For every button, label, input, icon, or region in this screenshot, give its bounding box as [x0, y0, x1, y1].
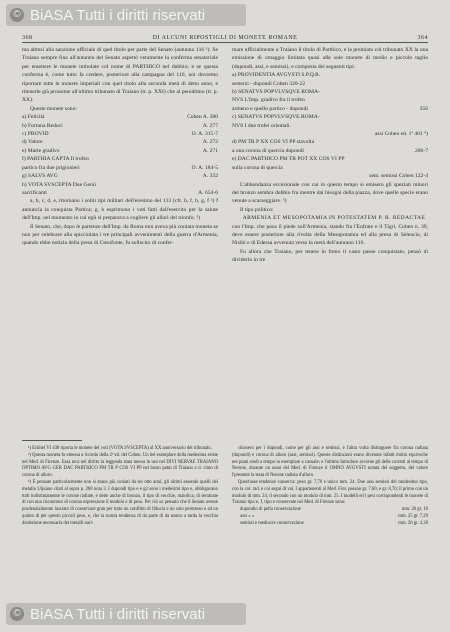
paragraph: con l'Imp. che posa il piede sull'Armenia, stando fra l'Eufrate e il Tigri, Cohen n. 39, deve essere posteriore alla rivolta della Mesopotamia ed alla presa di Seleucia, di Nisibi e di Edessa avvenuta verso la metà dell'autunno 116.	[232, 223, 428, 247]
legend-heading: ARMENIA ET MESOPOTAMIA IN POTESTATEM P. R. REDACTAE	[242, 215, 426, 222]
paragraph: a, b, c, d, e, ritornano i soliti tipi militari dell'eresimo del 113 (cfr. b, f, h, g, f ²) f annuncia la conquista Partica; g, h esprimono i voti fatti dall'esercito per la salute dell'Imp. nel momento in cui egli si preparava a cogliere gli allori del trionfo. ³)	[22, 198, 218, 222]
paragraph: mare ufficialmente a Traiano il titolo di Parthico, e la premiato col tribunato XX la una emissione di omaggio limitata quasi alle sole monete di medio e piccolo taglio (dupondi, assi, e semissi), e composta dei seguenti tipi:	[232, 47, 428, 70]
measurement-row: dupondio di pella conservazione mm. 26 gr. 10	[240, 507, 428, 513]
list-item: a) Felicità Cohen A. 380	[22, 114, 218, 121]
list-item: sesterzi - dupondi Cohen 320-22	[232, 80, 306, 87]
watermark-text: BiASA Tutti i diritti riservati	[30, 605, 206, 623]
list-item: a) PROVIDENTIA AVGVSTI S.P.Q.R.	[232, 72, 321, 79]
footnote: ²) Questa moneta fu emessa a ricordo della 2ª ed. del Cohen. Un bel esemplare della medesima esiste nel Med. di Firenze. Essa reca nel diritto la leggenda stata messa in uso nel DIVI NERVAE TRAIANO OPTIMO AVG GER DAC PARTHICO PM TR P COS VI PP nel busto patul di Traiano a d. cinto di corona di alloro.	[22, 452, 218, 479]
measurement-row: assi « « mm. 25 gr. 7,29	[240, 513, 428, 519]
measurement-row: semissi e mediocre conservazione mm. 20 gr. 4,30	[240, 520, 428, 526]
paragraph: Fu allora che Traiano, per tenere in freno il vasto paese conquistato, pensò di dividerlo in tre	[232, 248, 428, 264]
list-item: NVS I due trofei orientali.	[232, 122, 291, 129]
watermark-bottom	[6, 603, 246, 625]
list-item: d) Valore A. 272	[22, 139, 218, 146]
running-header	[22, 29, 428, 43]
list-item: sacrificanti A. 654-6	[22, 189, 218, 196]
list-item: g) SALVS AVG A. 332	[22, 173, 218, 180]
list-item: armeno e quello partico - dupondi 356	[232, 105, 428, 112]
right-column	[232, 46, 428, 265]
paragraph: Il tipo politico:	[240, 206, 274, 213]
list-item: c) PROVID O. A. 315-7	[22, 131, 218, 138]
list-item: f) PARTHIA CAPTA Il trofeo	[22, 156, 89, 163]
list-item: assi Cohen ed. 1ª 401 ⁴)	[374, 131, 428, 138]
page-number-right: 364	[417, 35, 428, 41]
footnote: ¹) Eckhel VI 438 riporta le monete del voti (VOTA SVSCEPTA) al XX anniversario del tribunato.	[28, 446, 212, 451]
biasa-logo-icon: ©	[10, 607, 24, 621]
footnotes-right	[232, 446, 428, 528]
coin-list	[232, 71, 428, 180]
running-title: DI ALCUNI RIPOSTIGLI DI MONETE ROMANE	[152, 35, 298, 41]
list-item: h) VOTA SVSCEPTA Due Genii	[22, 181, 96, 188]
paragraph: ma altresì alla sanzione ufficiale di quel titolo per parte del Senato (autunno 116 ¹). Se Traiano sempre fino all'autunno del Senato aspettò veramente la conferma senatoriale per emettere le monete intitolate col nome di PARTHICO nel dubbio; e se questa conferma è, come tutto fa credere, posteriore alla campagna del 116, noi dovremo riportare tutte le monete imperiali con quel titolo alla seconda metà di detto anno, e ritenerle già prossime all'ultimo tribunato di Traiano (tr. p. XXI) che al penultimo (tr. p. XX).	[22, 47, 218, 104]
paragraph: Queste monete sono:	[30, 105, 77, 112]
footnote: chiosero per i dupondi, come per gli assi e semissi, e l'altra volta distinguere fra corona radiata (dupondi) e corona di alloro (assi, semissi). Queste distinzioni erano divenute infatti molto equivoche nei piani studi a tempo in esemplare a casuale; e l'ultimo Introduce avviene gli delle corretti al tempo di Nerone, durante un assai del Med. di Firenze il OMNO AVGVSTI notata del soggetto, del valore l'presente la testa di Nerone radiata d'alloro.	[232, 446, 428, 479]
coin-list	[22, 113, 218, 197]
list-item: partico fra due prigionieri O. A. 184-5	[22, 164, 218, 171]
list-item: sem. semissi Cohen 122-4	[369, 173, 428, 180]
list-item: a una corona di quercia dupondi 286-7	[232, 147, 428, 154]
list-item: b) SENATVS POPVLVSQVE ROMA-	[232, 89, 320, 96]
footnote: Quest'asse tendenze conserva: peso gr. 7,70 e unico mm. 24. Due assi semissi del modesimo tipo, con la cor. rad. e coi segni di val. I appartenenti al Med. Fior. pesano gr. 7,60, e gr. 8,70; il primo con un modulo di mm. 24, il secondo con un modulo di mm. 25. I modelli ed i pesi corrispondenti le monete di Traiano tipo e, f, tipo e conservate nel Med. di Firenze sono:	[232, 479, 428, 506]
list-item: sulla corona di quercia	[232, 164, 283, 171]
watermark-text: BiASA Tutti i diritti riservati	[30, 6, 206, 24]
left-column	[22, 46, 218, 248]
watermark-top	[6, 4, 246, 26]
paragraph: L'abbondanza eccezionale con cui in questo tempo si emisero gli speziati minori del bronzo sembra dubbio fra mentre dai bisogni della piazza, dove quelle specie erano venute a scarseggiare. ⁵)	[232, 181, 428, 205]
list-item: e) DAC PARTHICO PM TR POT XX COS VI PP	[232, 156, 345, 163]
list-item: c) SENATVS POPVLVSQVE ROMA-	[232, 114, 320, 121]
list-item: b) Fortuna Reduci A. 277	[22, 122, 218, 129]
list-item: e) Marte gradivo A. 271	[22, 147, 218, 154]
paragraph: Il Senato, che, dopo le partenze dell'Imp. da Roma non aveva più coniata moneta se non per celebrare alla spicciolata i tre principali avvenimenti della guerra d'Armenia, quando ebbe notizia della presa di Ctesifonte, fu sollecito di confer-	[22, 223, 218, 247]
footnote: ³) È pensare particolarmente non si erano più coniati da sei otto anni, gli ultimi essendo quelli del metallo Ulpiano citati al sopra p. 268 nota 3. I dupondi tipo e e g2 sono i medesimi tipo e, obbligavano tutti indistintamente le corone radiate, e dette anche di bronzo, il tipo di vecchie, maiolica, di seminate di con una riscontrato di corona espressione il modulo e di peso. Per ciò so pensato che il Senato avesse prudenzialmente lasciato di conservare gran per tutto un conflitto di fiducia e un solo permesso e ad un quinto di per questo piccoli peso, e, che la nostra tendenza di da parte di da nostro a tarda la vecchia distintione necessaria dei metalli nari-	[22, 479, 218, 526]
footnotes-left	[22, 446, 218, 528]
page-number-left: 368	[22, 35, 33, 41]
list-item: d) PM TR P XX COS VI PP stavolta	[232, 139, 315, 146]
footnote-divider	[22, 440, 82, 441]
list-item: NVS L'Imp. gradivo fra il trofeo	[232, 97, 305, 104]
biasa-logo-icon: ©	[10, 8, 24, 22]
